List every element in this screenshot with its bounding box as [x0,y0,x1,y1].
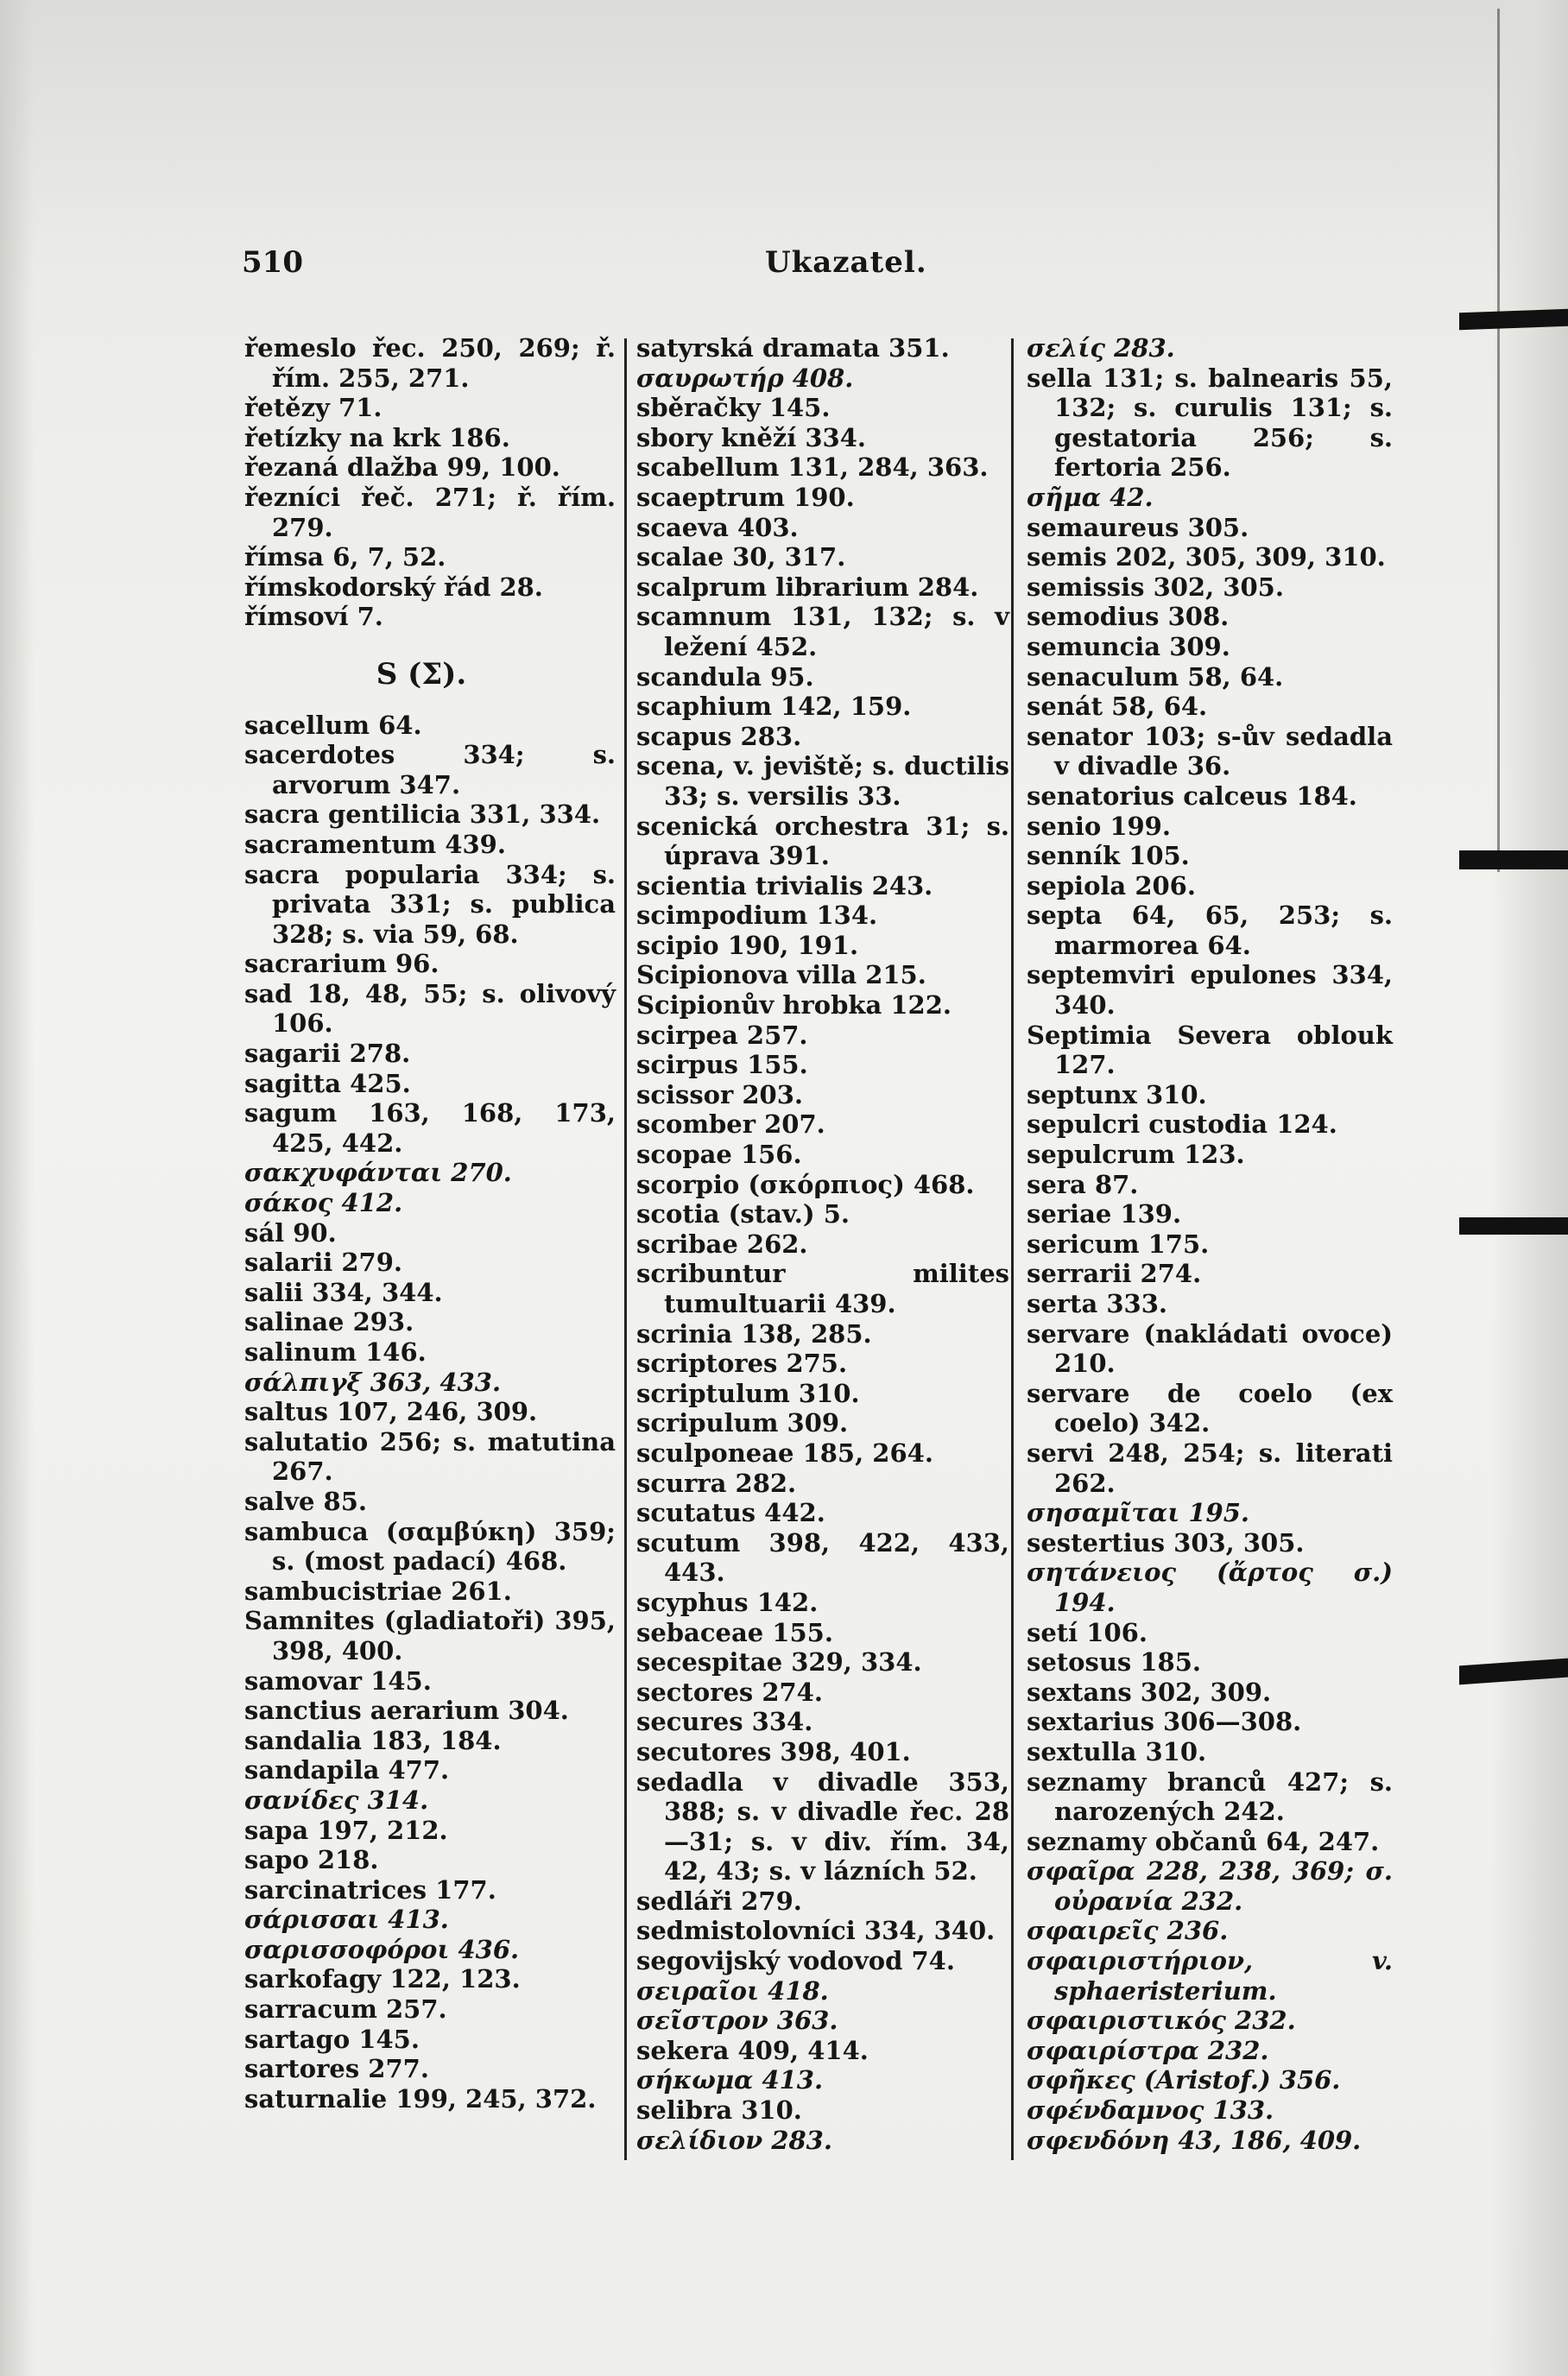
page-edge [1490,0,1568,2376]
index-entry: římskodorský řád 28. [244,572,543,602]
index-entry: scirpus 155. [636,1050,808,1080]
index-entry: σειραῖοι 418. [636,1975,829,2006]
index-entry: scribae 262. [636,1229,808,1259]
index-entry: semaureus 305. [1027,512,1249,542]
index-entry: sál 90. [244,1217,337,1248]
index-entry: σφαιριστήριον, v. sphaeristerium. [1027,1946,1393,2006]
index-entry: scientia trivialis 243. [636,870,933,900]
index-entry: sestertius 303, 305. [1027,1527,1305,1558]
index-entry: σάκος 412. [244,1188,403,1218]
index-entry: selibra 310. [636,2095,802,2126]
page-shadow [0,0,35,2376]
index-entry: sartago 145. [244,2024,420,2054]
index-entry: salii 334, 344. [244,1277,443,1307]
index-entry: scurra 282. [636,1468,797,1498]
index-entry: σελίδιον 283. [636,2125,832,2155]
edge-mark [1459,850,1568,869]
index-entry: sandapila 477. [244,1755,450,1785]
index-entry: scipio 190, 191. [636,930,859,960]
index-entry: scribuntur milites tumultuarii 439. [636,1259,1009,1318]
index-entry: segovijský vodovod 74. [636,1946,955,1976]
edge-mark [1459,1217,1568,1235]
index-entry: řezníci řeč. 271; ř. řím. 279. [244,482,616,542]
index-entry: sacramentum 439. [244,829,506,859]
index-entry: sepulcrum 123. [1027,1140,1245,1170]
index-entry: sartores 277. [244,2054,429,2084]
index-entry: σφαιρεῖς 236. [1027,1916,1229,1946]
index-entry: Scipionův hrobka 122. [636,990,952,1021]
index-entry: sbory kněží 334. [636,422,867,452]
index-entry: secures 334. [636,1707,813,1737]
index-entry: σαρισσοφόροι 436. [244,1934,520,1964]
index-entry: senator 103; s-ův sedadla v divadle 36. [1027,721,1393,781]
page-number: 510 [242,245,303,280]
index-entry: scapus 283. [636,721,802,751]
index-entry: sedláři 279. [636,1886,802,1916]
index-entry: salinae 293. [244,1307,414,1337]
index-entry: sextans 302, 309. [1027,1677,1272,1707]
index-entry: σάρισσαι 413. [244,1905,449,1935]
index-entry: σφαῖρα 228, 238, 369; σ. οὐρανία 232. [1027,1856,1393,1916]
index-entry: scyphus 142. [636,1587,819,1617]
index-entry: scrinia 138, 285. [636,1318,872,1349]
index-entry: sambuca (σαμβύκη) 359; s. (most padací) 468. [244,1516,616,1577]
index-entry: sepiola 206. [1027,870,1196,900]
index-entry: scopae 156. [636,1140,802,1170]
index-entry: senatorius calceus 184. [1027,780,1357,811]
index-entry: serrarii 274. [1027,1259,1202,1289]
index-entry: řemeslo řec. 250, 269; ř. řím. 255, 271. [244,333,616,393]
index-entry: σησαμῖται 195. [1027,1498,1250,1528]
index-entry: servi 248, 254; s. literati 262. [1027,1438,1393,1498]
index-entry: σάλπιγξ 363, 433. [244,1367,502,1397]
index-entries [244,333,616,632]
index-entry: řetězy 71. [244,393,383,423]
index-entry: samovar 145. [244,1665,432,1696]
index-entry: σφένδαμνος 133. [1027,2095,1274,2126]
index-entry: řezaná dlažba 99, 100. [244,452,560,483]
index-entry: setosus 185. [1027,1647,1201,1678]
section-heading: S (Σ). [376,656,467,692]
index-entry: sagitta 425. [244,1068,411,1098]
index-entry: septemviri epulones 334, 340. [1027,960,1393,1021]
index-entry: scripulum 309. [636,1408,849,1438]
index-entry: secutores 398, 401. [636,1736,911,1766]
index-entry: sericum 175. [1027,1229,1210,1259]
index-entry: scaeva 403. [636,512,799,542]
index-entry: sapo 218. [244,1845,379,1875]
index-entry: secespitae 329, 334. [636,1647,922,1678]
index-entry: sarkofagy 122, 123. [244,1964,521,1994]
index-entry: saturnalie 199, 245, 372. [244,2083,597,2114]
index-entry: salutatio 256; s. matutina 267. [244,1426,616,1487]
index-entry: servare (nakládati ovoce) 210. [1027,1318,1393,1379]
index-entry: scabellum 131, 284, 363. [636,452,989,483]
index-entry: sextulla 310. [1027,1736,1207,1766]
index-entry: σφῆκες (Aristof.) 356. [1027,2065,1341,2095]
index-entry: scotia (stav.) 5. [636,1199,850,1229]
index-entry: sebaceae 155. [636,1617,833,1647]
index-entry: senník 105. [1027,841,1190,871]
index-entry: řetízky na krk 186. [244,422,510,452]
index-entry: sandalia 183, 184. [244,1725,502,1755]
index-entry: sacerdotes 334; s. arvorum 347. [244,740,616,799]
index-entry: sanctius aerarium 304. [244,1696,569,1726]
index-entry: scirpea 257. [636,1020,808,1050]
binding-line [1497,9,1500,872]
index-entry: salarii 279. [244,1248,402,1278]
index-column-1 [244,333,616,2114]
index-entry: senaculum 58, 64. [1027,661,1284,692]
index-entry: satyrská dramata 351. [636,333,950,363]
index-entry: scriptulum 310. [636,1378,860,1408]
index-entry: scamnum 131, 132; s. v ležení 452. [636,602,1009,661]
index-entry: semis 202, 305, 309, 310. [1027,542,1386,572]
index-entry: sacra popularia 334; s. privata 331; s. publica 328; s. via 59, 68. [244,859,616,949]
index-entry: scorpio (σκόρπιος) 468. [636,1169,975,1199]
index-entry: setí 106. [1027,1617,1148,1647]
index-entry: sarracum 257. [244,1994,447,2025]
index-column-2 [636,333,1009,2155]
index-entry: senio 199. [1027,811,1171,841]
index-entry: saltus 107, 246, 309. [244,1397,538,1427]
index-entry: scimpodium 134. [636,900,878,931]
index-entry: sacellum 64. [244,710,422,740]
index-entries [244,711,616,2114]
index-entry: σῆμα 42. [1027,482,1154,512]
index-entry: sacrarium 96. [244,949,439,979]
index-entry: sapa 197, 212. [244,1815,448,1845]
page-header [242,245,1451,288]
index-entry: sambucistriae 261. [244,1576,512,1606]
index-entry: sextarius 306—308. [1027,1707,1302,1737]
index-entry: seznamy branců 427; s. narozených 242. [1027,1766,1393,1827]
index-entry: σήκωμα 413. [636,2065,824,2095]
index-entry: salve 85. [244,1486,367,1516]
index-entry: sedmistolovníci 334, 340. [636,1916,996,1946]
index-entry: seriae 139. [1027,1199,1182,1229]
running-title: Ukazatel. [765,245,927,280]
index-entry: scissor 203. [636,1079,804,1109]
index-entry: Samnites (gladiatoři) 395, 398, 400. [244,1606,616,1665]
index-entry: semissis 302, 305. [1027,572,1284,602]
index-entry: σελίς 283. [1027,333,1175,363]
index-entry: římsoví 7. [244,602,383,632]
index-entry: σακχυφάνται 270. [244,1158,512,1188]
index-entry: sběračky 145. [636,393,831,423]
index-entry: senát 58, 64. [1027,692,1208,722]
index-entry: σφενδόνη 43, 186, 409. [1027,2125,1362,2155]
index-entry: scena, v. jeviště; s. ductilis 33; s. versilis 33. [636,751,1009,811]
index-entry: scutum 398, 422, 433, 443. [636,1527,1009,1588]
column-rule [624,338,627,2160]
index-entry: sagum 163, 168, 173, 425, 442. [244,1098,616,1158]
index-entry: sacra gentilicia 331, 334. [244,799,601,830]
index-column-3 [1027,333,1393,2155]
index-entry: σαυρωτήρ 408. [636,363,854,393]
index-entry: semuncia 309. [1027,631,1230,661]
index-entry: scalprum librarium 284. [636,572,979,602]
index-entry: σφαιρίστρα 232. [1027,2035,1269,2065]
column-rule [1011,338,1014,2160]
index-entry: scutatus 442. [636,1498,825,1528]
index-entry: servare de coelo (ex coelo) 342. [1027,1378,1393,1438]
index-entry: seznamy občanů 64, 247. [1027,1826,1380,1856]
index-entry: septa 64, 65, 253; s. marmorea 64. [1027,900,1393,960]
index-entry: sarcinatrices 177. [244,1874,496,1905]
index-entry: serta 333. [1027,1289,1167,1318]
index-entry: sera 87. [1027,1169,1139,1199]
index-entry: sectores 274. [636,1677,823,1707]
index-entry: sculponeae 185, 264. [636,1438,933,1468]
index-entry: sedadla v divadle 353, 388; s. v divadle řec. 28—31; s. v div. řím. 34, 42, 43; s. v lázních 52. [636,1766,1009,1886]
index-entry: římsa 6, 7, 52. [244,542,446,572]
index-entry: sagarii 278. [244,1039,411,1069]
index-entry: scomber 207. [636,1109,825,1140]
index-entry: sad 18, 48, 55; s. olivový 106. [244,978,616,1039]
index-entry: septunx 310. [1027,1079,1207,1109]
index-entry: σητάνειος (ἄρτος σ.) 194. [1027,1558,1393,1617]
index-entry: σφαιριστικός 232. [1027,2006,1296,2036]
index-entry: Scipionova villa 215. [636,960,926,990]
index-entry: salinum 146. [244,1337,427,1367]
index-entry: σανίδες 314. [244,1785,429,1815]
index-entry: scenická orchestra 31; s. úprava 391. [636,811,1009,871]
index-entry: scandula 95. [636,661,814,692]
index-entry: sella 131; s. balnearis 55, 132; s. curulis 131; s. gestatoria 256; s. fertoria 256. [1027,363,1393,483]
index-entry: scaeptrum 190. [636,482,855,512]
index-entry: scriptores 275. [636,1349,848,1379]
index-entry: sepulcri custodia 124. [1027,1109,1337,1140]
index-entry: scalae 30, 317. [636,542,846,572]
index-entry: semodius 308. [1027,602,1230,632]
index-entry: σεῖστρον 363. [636,2006,838,2036]
index-entry: Septimia Severa oblouk 127. [1027,1020,1393,1080]
index-entry: scaphium 142, 159. [636,692,912,722]
index-entry: sekera 409, 414. [636,2035,869,2065]
